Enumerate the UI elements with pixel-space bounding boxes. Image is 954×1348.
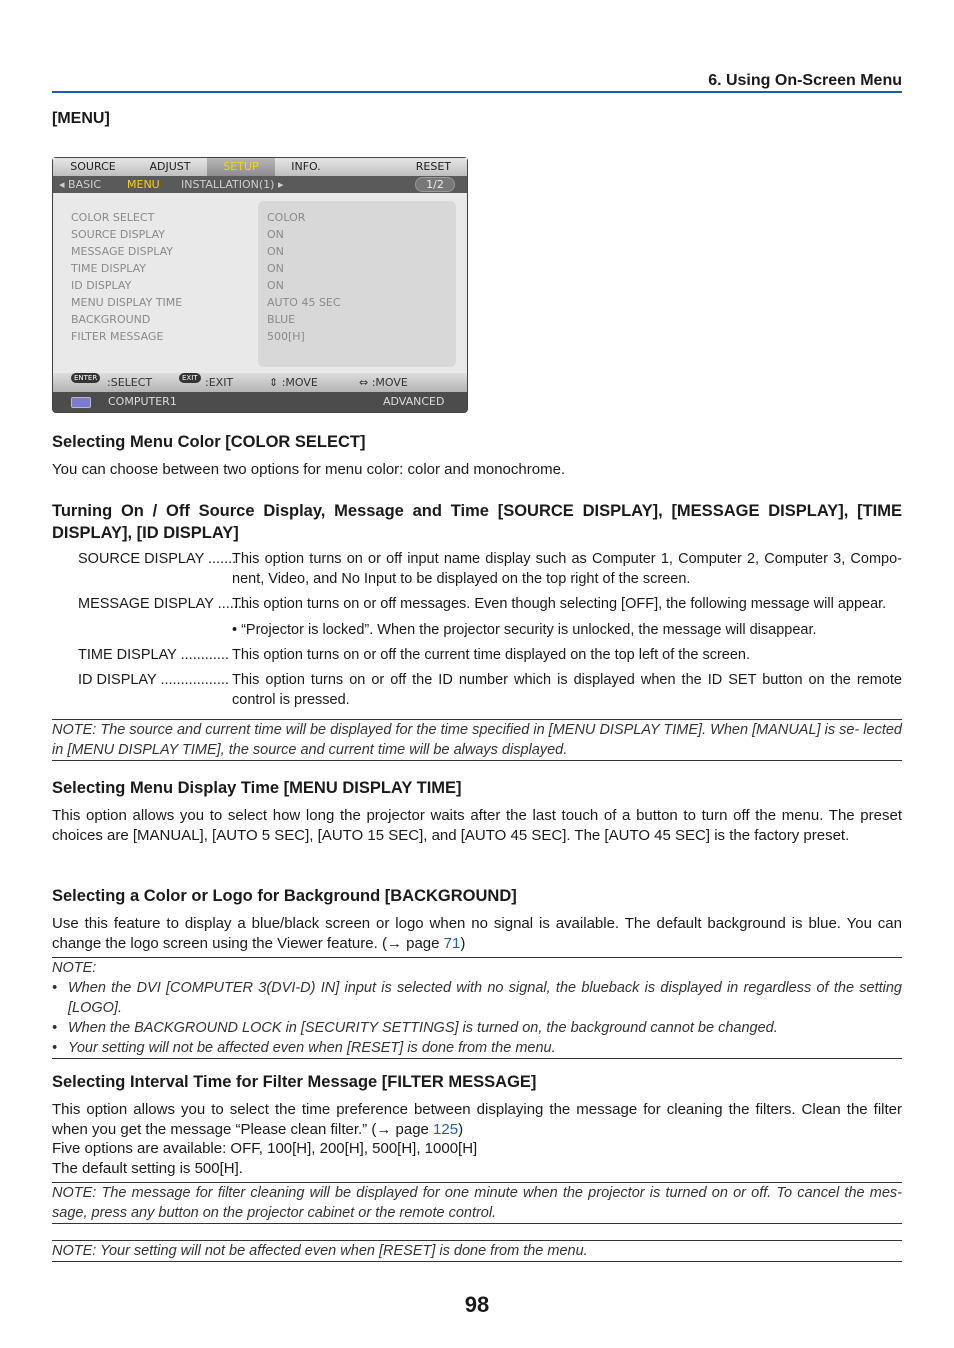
note-item: • When the DVI [COMPUTER 3(DVI-D) IN] input is selected with no signal, the blueback is displayed in regardless of the setting [LOGO].	[52, 978, 902, 1018]
note-background	[52, 957, 902, 1059]
osd-source-name: COMPUTER1	[108, 395, 177, 408]
osd-values	[267, 209, 341, 345]
heading-background: Selecting a Color or Logo for Background [BACKGROUND]	[52, 887, 517, 905]
definition-row	[78, 670, 902, 710]
osd-subnav	[53, 176, 467, 193]
osd-tab-adjust: ADJUST	[149, 160, 191, 173]
osd-tab-info: INFO.	[291, 160, 321, 173]
definition-term: ID DISPLAY .................	[78, 672, 229, 688]
osd-subnav-installation: INSTALLATION(1) ▸	[181, 178, 284, 191]
osd-status-bar	[53, 392, 467, 412]
osd-select-hint: :SELECT	[107, 376, 153, 389]
osd-page-indicator: 1/2	[415, 177, 455, 192]
body-background-text: Use this feature to display a blue/black screen or logo when no signal is available. The default background is blue. You can change the logo screen using the Viewer feature. (→ page	[52, 915, 902, 952]
osd-value: ON	[267, 279, 284, 292]
osd-labels	[71, 209, 182, 345]
definition-row	[78, 645, 902, 665]
osd-values-panel	[258, 201, 456, 367]
body-filter-close: )	[458, 1121, 464, 1138]
osd-value: ON	[267, 228, 284, 241]
exit-key-icon: EXIT	[179, 373, 201, 383]
definition-desc: • “Projector is locked”. When the projector security is unlocked, the message will disappear.	[232, 622, 817, 638]
definition-row	[78, 620, 902, 640]
body-background	[52, 914, 902, 954]
osd-value: COLOR	[267, 211, 306, 224]
osd-exit-hint: :EXIT	[205, 376, 234, 389]
body-color-select: You can choose between two options for menu color: color and monochrome.	[52, 461, 566, 478]
osd-tab-reset: RESET	[415, 160, 451, 173]
osd-move-horizontal-hint: ⇔ :MOVE	[359, 376, 408, 389]
osd-subnav-menu: MENU	[127, 178, 160, 191]
definition-desc: This option turns on or off input name display such as Computer 1, Computer 2, Computer 3, Compo- nent, Video, and No Input to be displayed on the top right of the screen.	[232, 551, 902, 587]
osd-body	[53, 193, 467, 373]
heading-filter-message: Selecting Interval Time for Filter Message [FILTER MESSAGE]	[52, 1073, 537, 1091]
definition-term	[78, 620, 232, 640]
definition-term: TIME DISPLAY ............	[78, 647, 229, 663]
osd-value: ON	[267, 262, 284, 275]
body-filter-text: This option allows you to select the time preference between displaying the message for cleaning the filters. Clean the filter when you get the message “Please clean filter.” (→ page	[52, 1101, 902, 1138]
heading-menu-display-time: Selecting Menu Display Time [MENU DISPLAY TIME]	[52, 779, 462, 797]
note-title: NOTE:	[52, 960, 97, 976]
osd-value: ON	[267, 245, 284, 258]
computer-input-icon	[71, 397, 91, 408]
osd-label: MESSAGE DISPLAY	[71, 245, 174, 258]
osd-value: 500[H]	[267, 330, 305, 343]
heading-color-select: Selecting Menu Color [COLOR SELECT]	[52, 433, 366, 451]
page-number: 98	[464, 1292, 490, 1317]
body-filter-default: The default setting is 500[H].	[52, 1160, 243, 1177]
enter-key-icon: ENTER	[71, 373, 100, 383]
osd-move-vertical-hint: ⇕ :MOVE	[269, 376, 318, 389]
osd-label: SOURCE DISPLAY	[71, 228, 166, 241]
osd-label: FILTER MESSAGE	[71, 330, 164, 343]
chapter-header: 6. Using On-Screen Menu	[52, 72, 902, 93]
osd-tab-source: SOURCE	[70, 160, 116, 173]
osd-label: ID DISPLAY	[71, 279, 132, 292]
note-item: • Your setting will not be affected even when [RESET] is done from the menu.	[52, 1038, 902, 1058]
note-list	[52, 978, 902, 1058]
definition-row	[78, 549, 902, 589]
osd-subnav-basic: ◂ BASIC	[59, 178, 101, 191]
body-menu-display-time: This option allows you to select how long the projector waits after the last touch of a button to turn off the menu. The preset choices are [MANUAL], [AUTO 5 SEC], [AUTO 15 SEC], and [AUTO 45 SEC]. The [AUTO 45 SEC] is the factory preset.	[52, 807, 902, 844]
note-source-display: NOTE: The source and current time will be displayed for the time specified in [MENU DISPLAY TIME]. When [MANUAL] is se- lected in [MENU DISPLAY TIME], the source and current time will be always displayed.	[52, 719, 902, 761]
osd-tab-bar	[53, 158, 467, 176]
osd-label: MENU DISPLAY TIME	[71, 296, 183, 309]
page-link-71[interactable]: 71	[443, 935, 461, 952]
osd-screenshot	[52, 157, 468, 413]
definition-term: MESSAGE DISPLAY ........	[78, 596, 250, 612]
body-background-close: )	[460, 935, 466, 952]
definition-list	[78, 549, 902, 710]
definition-desc: This option turns on or off messages. Even though selecting [OFF], the following message will appear.	[232, 596, 887, 612]
page-link-125[interactable]: 125	[433, 1121, 459, 1138]
osd-label: COLOR SELECT	[71, 211, 155, 224]
note-item: • When the BACKGROUND LOCK in [SECURITY SETTINGS] is turned on, the background cannot be changed.	[52, 1018, 902, 1038]
body-filter-options: Five options are available: OFF, 100[H], 200[H], 500[H], 1000[H]	[52, 1140, 478, 1157]
note-filter-message: NOTE: The message for filter cleaning will be displayed for one minute when the projector is turned on or off. To cancel the mes- sage, press any button on the projector cabinet or the remote control.	[52, 1182, 902, 1224]
osd-label: TIME DISPLAY	[71, 262, 147, 275]
osd-value: AUTO 45 SEC	[267, 296, 341, 309]
heading-source-display: Turning On / Off Source Display, Message and Time [SOURCE DISPLAY], [MESSAGE DISPLAY], [TIME DISPLAY], [ID DISPLAY]	[52, 502, 902, 542]
definition-desc: This option turns on or off the ID number which is displayed when the ID SET button on the remote control is pressed.	[232, 672, 902, 708]
definition-desc: This option turns on or off the current time displayed on the top left of the screen.	[232, 647, 750, 663]
definition-row	[78, 594, 902, 614]
definition-term: SOURCE DISPLAY .......	[78, 551, 237, 567]
body-filter-message	[52, 1100, 902, 1140]
osd-menu-mode: ADVANCED	[383, 395, 445, 408]
osd-tab-setup: SETUP	[207, 158, 275, 176]
note-reset: NOTE: Your setting will not be affected even when [RESET] is done from the menu.	[52, 1240, 902, 1262]
menu-tag: [MENU]	[52, 110, 110, 127]
osd-label: BACKGROUND	[71, 313, 151, 326]
osd-key-guide	[53, 373, 467, 392]
osd-value: BLUE	[267, 313, 296, 326]
